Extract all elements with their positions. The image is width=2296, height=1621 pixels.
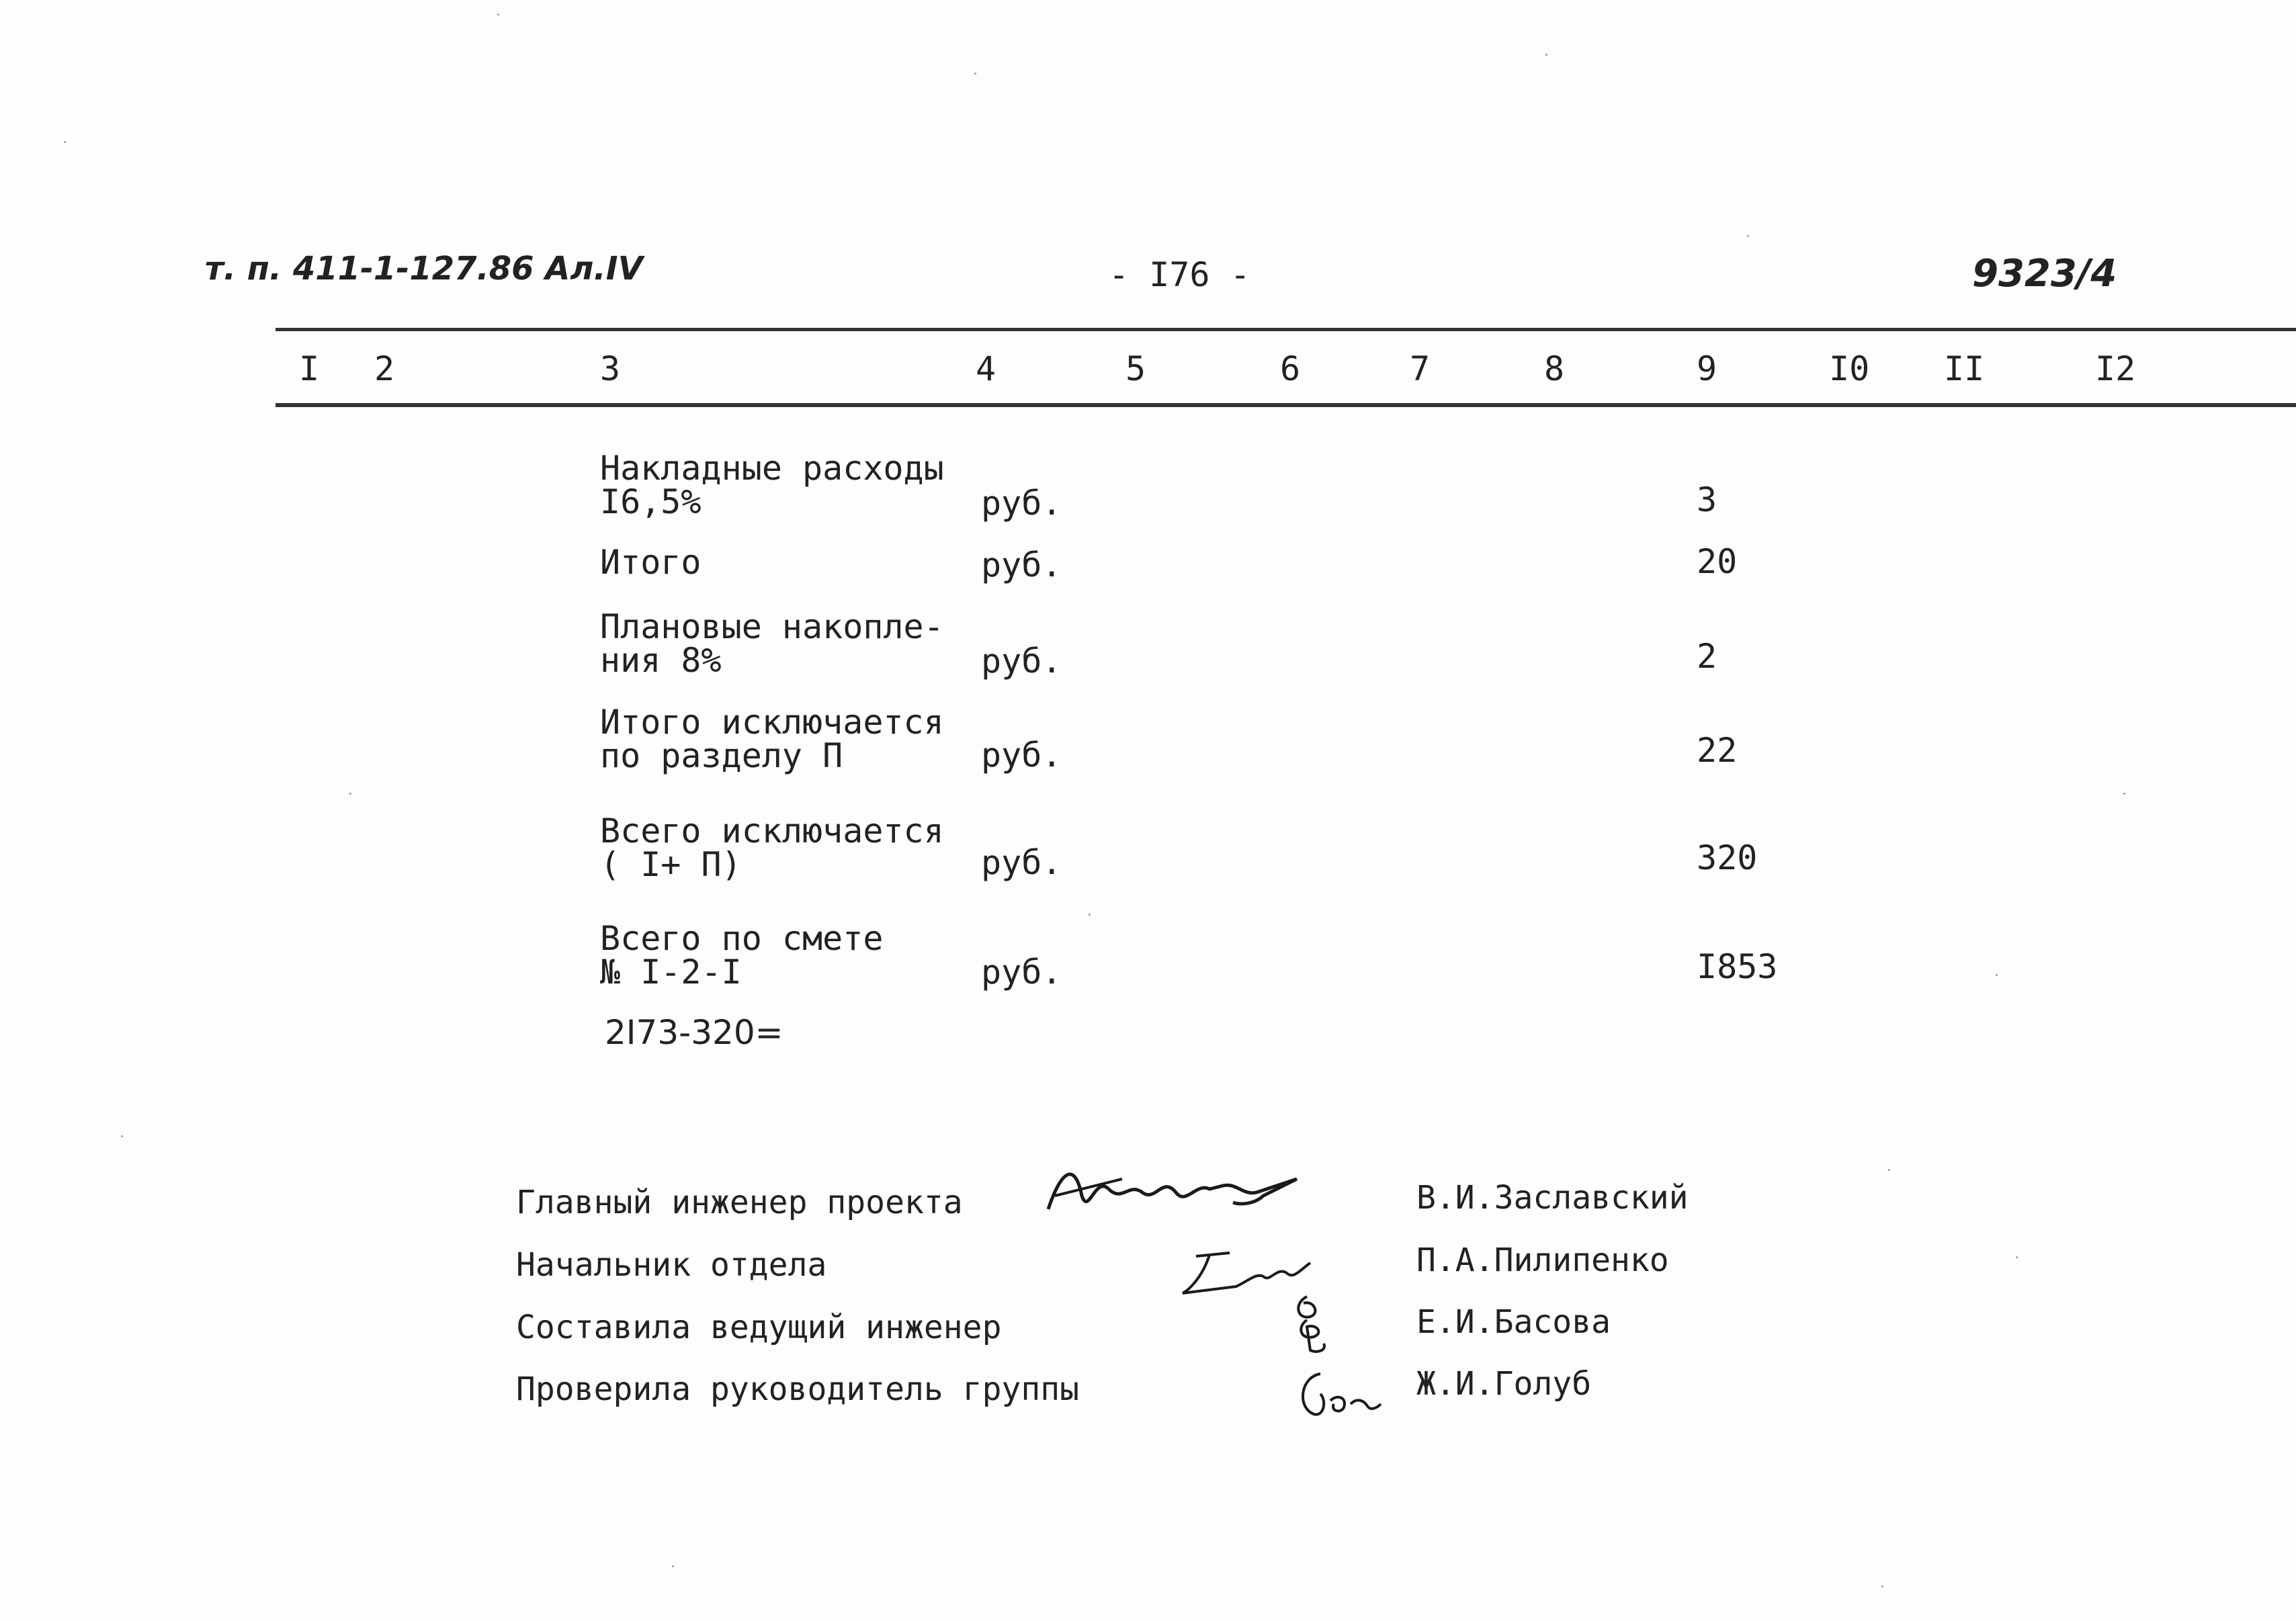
signature-role: Начальник отдела	[516, 1246, 827, 1284]
column-header: 3	[600, 349, 621, 388]
column-header: 4	[976, 349, 996, 388]
speck	[1996, 974, 1998, 976]
row-label: Накладные расходы I6,5%	[600, 449, 944, 521]
row-unit: руб.	[981, 953, 1062, 992]
page-number: - I76 -	[1109, 255, 1250, 294]
row-value: 20	[1697, 542, 1738, 581]
column-header: 6	[1280, 349, 1301, 388]
signature-lead-engineer	[1287, 1290, 1341, 1364]
row-unit: руб.	[981, 736, 1062, 775]
speck	[121, 1135, 123, 1137]
document-code: т. п. 411-1-127.86 Ал.IV	[205, 250, 643, 288]
signature-group-leader	[1293, 1367, 1388, 1428]
row-label: Плановые накопле- ния 8%	[600, 607, 944, 680]
column-header: 5	[1125, 349, 1146, 388]
column-header: 2	[374, 349, 395, 388]
signature-name: П.А.Пилипенко	[1416, 1241, 1669, 1279]
column-header: I0	[1829, 349, 1870, 388]
speck	[1545, 54, 1547, 56]
column-header: I	[299, 349, 320, 388]
signature-name: В.И.Заславский	[1416, 1179, 1689, 1217]
column-header: II	[1944, 349, 1985, 388]
signature-chief-engineer	[1041, 1155, 1324, 1229]
row-label: Всего по смете № I-2-I	[600, 919, 884, 992]
row-value: 320	[1697, 838, 1758, 877]
speck	[497, 13, 499, 15]
speck	[974, 73, 976, 75]
column-header: 8	[1544, 349, 1565, 388]
row-unit: руб.	[981, 843, 1062, 882]
row-unit: руб.	[981, 642, 1062, 681]
column-header: I2	[2095, 349, 2136, 388]
row-label: Итого исключается по разделу П	[600, 703, 944, 775]
signature-name: Е.И.Басова	[1416, 1303, 1611, 1341]
speck	[64, 141, 66, 143]
row-value: I853	[1697, 947, 1778, 986]
speck	[2123, 793, 2125, 795]
row-label: Итого	[600, 543, 701, 582]
speck	[1881, 1585, 1883, 1587]
signature-role: Главный инженер проекта	[516, 1184, 963, 1221]
speck	[2016, 1256, 2018, 1258]
speck	[1089, 914, 1091, 916]
signature-role: Проверила руководитель группы	[516, 1370, 1080, 1408]
table-header-rule	[275, 403, 2296, 407]
row-value: 3	[1697, 480, 1717, 519]
row-value: 2	[1697, 637, 1717, 676]
table-top-rule	[275, 328, 2296, 331]
speck	[672, 1565, 674, 1567]
column-header: 7	[1410, 349, 1431, 388]
signature-name: Ж.И.Голуб	[1416, 1365, 1592, 1403]
speck	[1888, 1169, 1890, 1171]
signature-role: Составила ведущий инженер	[516, 1309, 1002, 1346]
sheet-code: 9323/4	[1972, 252, 2117, 296]
handwritten-calculation: 2I73-320=	[605, 1013, 783, 1052]
row-unit: руб.	[981, 545, 1062, 584]
row-label: Всего исключается ( I+ П)	[600, 812, 944, 884]
row-value: 22	[1697, 731, 1738, 770]
row-unit: руб.	[981, 484, 1062, 523]
column-header: 9	[1697, 349, 1717, 388]
speck	[349, 793, 351, 795]
speck	[1747, 235, 1749, 237]
